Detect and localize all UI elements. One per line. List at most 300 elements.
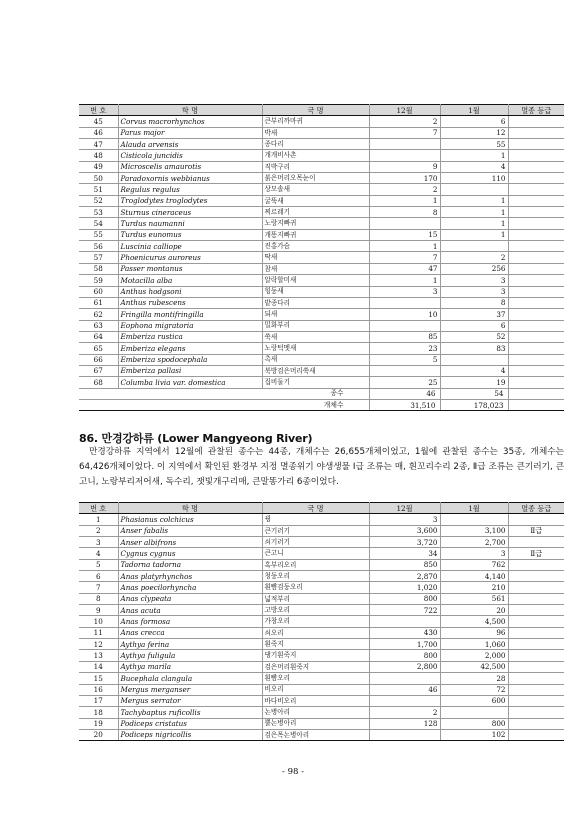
- col-header-korean-name: 국 명: [262, 105, 369, 116]
- grade-cell: [508, 661, 564, 672]
- january-count-cell: 4,140: [440, 571, 508, 582]
- january-count-cell: 4: [440, 161, 508, 172]
- december-count-cell: 3: [369, 514, 440, 525]
- january-count-cell: 1: [440, 150, 508, 161]
- number-cell: 17: [79, 695, 118, 706]
- grade-cell: [508, 377, 564, 388]
- december-count-cell: 3: [369, 286, 440, 297]
- december-count-cell: 800: [369, 593, 440, 604]
- korean-name-cell: 가창오리: [262, 616, 369, 627]
- section-paragraph: 만경강하류 지역에서 12월에 관찰된 종수는 44종, 개체수는 26,655개체이었고, 1월에 관찰된 종수는 35종, 개체수는 64,426개체이었다. 이 지역에서 확인된 환경부 지정 멸종위기 야생생물 Ⅰ급 조류는 매, 흰꼬리수리 2종, Ⅱ급 조류는 큰기러기, 큰고니, 노랑부리저어새, 독수리, 잿빛개구리매, 큰말똥가리 6종이었다.: [79, 447, 564, 488]
- december-count-cell: 170: [369, 173, 440, 184]
- table-row: [79, 241, 564, 252]
- korean-name-cell: 혹부리오리: [262, 559, 369, 570]
- table-row: [79, 571, 564, 582]
- scientific-name-cell: Emberiza elegans: [118, 343, 262, 354]
- january-count-cell: [440, 184, 508, 195]
- korean-name-cell: 검은목논병아리: [262, 729, 369, 740]
- number-cell: 1: [79, 514, 118, 525]
- january-count-cell: 3,100: [440, 525, 508, 536]
- january-count-cell: 2,000: [440, 650, 508, 661]
- korean-name-cell: 쇠오리: [262, 627, 369, 638]
- december-count-cell: 2,870: [369, 571, 440, 582]
- scientific-name-cell: Aythya marila: [118, 661, 262, 672]
- number-cell: 60: [79, 286, 118, 297]
- korean-name-cell: 노랑지빠귀: [262, 218, 369, 229]
- december-count-cell: [369, 673, 440, 684]
- number-cell: 16: [79, 684, 118, 695]
- korean-name-cell: 찌르레기: [262, 207, 369, 218]
- table-row: [79, 161, 564, 172]
- december-count-cell: 850: [369, 559, 440, 570]
- december-count-cell: 15: [369, 229, 440, 240]
- january-count-cell: 3: [440, 548, 508, 559]
- korean-name-cell: 노랑턱멧새: [262, 343, 369, 354]
- december-count-cell: [369, 616, 440, 627]
- table-row: [79, 275, 564, 286]
- number-cell: 13: [79, 650, 118, 661]
- january-count-cell: 12: [440, 127, 508, 138]
- korean-name-cell: 박새: [262, 127, 369, 138]
- table-row: [79, 582, 564, 593]
- korean-name-cell: 흰죽지: [262, 639, 369, 650]
- scientific-name-cell: Turdus eunomus: [118, 229, 262, 240]
- table-row: [79, 718, 564, 729]
- scientific-name-cell: Corvus macrorhynchos: [118, 116, 262, 127]
- table-row: [79, 229, 564, 240]
- table-row: [79, 729, 564, 740]
- january-count-cell: 762: [440, 559, 508, 570]
- korean-name-cell: 종다리: [262, 139, 369, 150]
- scientific-name-cell: Cisticola juncidis: [118, 150, 262, 161]
- december-count-cell: [369, 320, 440, 331]
- january-count-cell: 1: [440, 218, 508, 229]
- table-row: [79, 593, 564, 604]
- col-header-number: 번 호: [79, 503, 118, 514]
- december-count-cell: [369, 218, 440, 229]
- number-cell: 48: [79, 150, 118, 161]
- scientific-name-cell: Paradoxornis webbianus: [118, 173, 262, 184]
- korean-name-cell: 큰기러기: [262, 525, 369, 536]
- korean-name-cell: 집비둘기: [262, 377, 369, 388]
- number-cell: 18: [79, 707, 118, 718]
- table-row: [79, 343, 564, 354]
- number-cell: 53: [79, 207, 118, 218]
- korean-name-cell: 참새: [262, 263, 369, 274]
- korean-name-cell: 댕기흰죽지: [262, 650, 369, 661]
- number-cell: 47: [79, 139, 118, 150]
- january-count-cell: 6: [440, 116, 508, 127]
- december-count-cell: 34: [369, 548, 440, 559]
- korean-name-cell: 북방검은머리쑥새: [262, 365, 369, 376]
- december-count-cell: 2: [369, 184, 440, 195]
- scientific-name-cell: Anas poecilorhyncha: [118, 582, 262, 593]
- korean-name-cell: 개개비사촌: [262, 150, 369, 161]
- number-cell: 52: [79, 195, 118, 206]
- january-count-cell: [440, 707, 508, 718]
- grade-cell: [508, 309, 564, 320]
- december-count-cell: [369, 365, 440, 376]
- grade-cell: [508, 616, 564, 627]
- january-count-cell: 55: [440, 139, 508, 150]
- december-count-cell: 3,600: [369, 525, 440, 536]
- december-count-cell: [369, 297, 440, 308]
- scientific-name-cell: Columba livia var. domestica: [118, 377, 262, 388]
- number-cell: 5: [79, 559, 118, 570]
- december-count-cell: [369, 139, 440, 150]
- korean-name-cell: 흰뺨검둥오리: [262, 582, 369, 593]
- table-header-row: [79, 105, 564, 116]
- grade-cell: [508, 729, 564, 740]
- korean-name-cell: 꿩: [262, 514, 369, 525]
- grade-cell: [508, 639, 564, 650]
- count-total-grade: [508, 399, 564, 410]
- january-count-cell: 52: [440, 331, 508, 342]
- number-cell: 51: [79, 184, 118, 195]
- grade-cell: [508, 673, 564, 684]
- table-row: [79, 639, 564, 650]
- korean-name-cell: 상모솔새: [262, 184, 369, 195]
- table-row: [79, 525, 564, 536]
- korean-name-cell: 큰고니: [262, 548, 369, 559]
- january-count-cell: 3: [440, 275, 508, 286]
- number-cell: 61: [79, 297, 118, 308]
- december-count-cell: 722: [369, 605, 440, 616]
- table-row: [79, 616, 564, 627]
- table-row: [79, 297, 564, 308]
- number-cell: 59: [79, 275, 118, 286]
- species-total-row: [79, 388, 564, 399]
- scientific-name-cell: Troglodytes troglodytes: [118, 195, 262, 206]
- grade-cell: [508, 514, 564, 525]
- january-count-cell: [440, 354, 508, 365]
- scientific-name-cell: Alauda arvensis: [118, 139, 262, 150]
- number-cell: 10: [79, 616, 118, 627]
- count-total-row: [79, 399, 564, 410]
- january-count-cell: 1: [440, 195, 508, 206]
- scientific-name-cell: Sturnus cineraceus: [118, 207, 262, 218]
- january-count-cell: 3: [440, 286, 508, 297]
- december-count-cell: 8: [369, 207, 440, 218]
- table-row: [79, 661, 564, 672]
- december-count-cell: 47: [369, 263, 440, 274]
- korean-name-cell: 흰뺨오리: [262, 673, 369, 684]
- scientific-name-cell: Turdus naumanni: [118, 218, 262, 229]
- table-row: [79, 559, 564, 570]
- grade-cell: [508, 241, 564, 252]
- table-row: [79, 207, 564, 218]
- december-count-cell: 3,720: [369, 537, 440, 548]
- number-cell: 56: [79, 241, 118, 252]
- january-count-cell: 8: [440, 297, 508, 308]
- scientific-name-cell: Cygnus cygnus: [118, 548, 262, 559]
- grade-cell: [508, 354, 564, 365]
- table-row: [79, 309, 564, 320]
- table-row: [79, 127, 564, 138]
- january-count-cell: 28: [440, 673, 508, 684]
- scientific-name-cell: Anser albifrons: [118, 537, 262, 548]
- table-row: [79, 514, 564, 525]
- number-cell: 55: [79, 229, 118, 240]
- december-count-cell: 2: [369, 707, 440, 718]
- table-row: [79, 320, 564, 331]
- count-total-label: 개체수: [79, 399, 369, 410]
- grade-cell: [508, 116, 564, 127]
- korean-name-cell: 되새: [262, 309, 369, 320]
- december-count-cell: 2,800: [369, 661, 440, 672]
- january-count-cell: 561: [440, 593, 508, 604]
- table-row: [79, 195, 564, 206]
- december-count-cell: 1: [369, 275, 440, 286]
- december-count-cell: 2: [369, 116, 440, 127]
- table-row: [79, 150, 564, 161]
- grade-cell: Ⅱ급: [508, 548, 564, 559]
- january-count-cell: 800: [440, 718, 508, 729]
- scientific-name-cell: Aythya fuligula: [118, 650, 262, 661]
- grade-cell: [508, 343, 564, 354]
- number-cell: 20: [79, 729, 118, 740]
- table-row: [79, 650, 564, 661]
- number-cell: 19: [79, 718, 118, 729]
- number-cell: 45: [79, 116, 118, 127]
- korean-name-cell: 논병아리: [262, 707, 369, 718]
- grade-cell: [508, 650, 564, 661]
- grade-cell: [508, 320, 564, 331]
- col-header-number: 번 호: [79, 105, 118, 116]
- number-cell: 50: [79, 173, 118, 184]
- scientific-name-cell: Tachybaptus ruficollis: [118, 707, 262, 718]
- grade-cell: [508, 605, 564, 616]
- december-count-cell: [369, 729, 440, 740]
- january-count-cell: 110: [440, 173, 508, 184]
- grade-cell: [508, 207, 564, 218]
- grade-cell: [508, 275, 564, 286]
- number-cell: 67: [79, 365, 118, 376]
- korean-name-cell: 붉은머리오목눈이: [262, 173, 369, 184]
- number-cell: 49: [79, 161, 118, 172]
- grade-cell: [508, 537, 564, 548]
- scientific-name-cell: Anas acuta: [118, 605, 262, 616]
- grade-cell: [508, 297, 564, 308]
- grade-cell: [508, 365, 564, 376]
- january-count-cell: 600: [440, 695, 508, 706]
- grade-cell: [508, 331, 564, 342]
- number-cell: 66: [79, 354, 118, 365]
- species-total-label: 종수: [79, 388, 369, 399]
- scientific-name-cell: Passer montanus: [118, 263, 262, 274]
- grade-cell: [508, 229, 564, 240]
- number-cell: 6: [79, 571, 118, 582]
- table-row: [79, 377, 564, 388]
- korean-name-cell: 비오리: [262, 684, 369, 695]
- table-row: [79, 354, 564, 365]
- january-count-cell: [440, 514, 508, 525]
- scientific-name-cell: Anser fabalis: [118, 525, 262, 536]
- january-count-cell: 2,700: [440, 537, 508, 548]
- korean-name-cell: 쑥새: [262, 331, 369, 342]
- december-count-cell: 5: [369, 354, 440, 365]
- scientific-name-cell: Phasianus colchicus: [118, 514, 262, 525]
- grade-cell: [508, 263, 564, 274]
- scientific-name-cell: Eophona migratoria: [118, 320, 262, 331]
- korean-name-cell: 개똥지빠귀: [262, 229, 369, 240]
- table-row: [79, 173, 564, 184]
- number-cell: 54: [79, 218, 118, 229]
- col-header-december: 12월: [369, 503, 440, 514]
- january-count-cell: 20: [440, 605, 508, 616]
- scientific-name-cell: Fringilla montifringilla: [118, 309, 262, 320]
- number-cell: 15: [79, 673, 118, 684]
- january-count-cell: 37: [440, 309, 508, 320]
- december-count-cell: [369, 695, 440, 706]
- grade-cell: [508, 593, 564, 604]
- december-count-cell: 25: [369, 377, 440, 388]
- december-count-cell: 1,020: [369, 582, 440, 593]
- korean-name-cell: 넓적부리: [262, 593, 369, 604]
- scientific-name-cell: Microscelis amaurotis: [118, 161, 262, 172]
- scientific-name-cell: Anthus rubescens: [118, 297, 262, 308]
- scientific-name-cell: Podiceps nigricollis: [118, 729, 262, 740]
- count-total-january: 178,023: [440, 399, 508, 410]
- korean-name-cell: 쇠기러기: [262, 537, 369, 548]
- scientific-name-cell: Emberiza rustica: [118, 331, 262, 342]
- scientific-name-cell: Mergus serrator: [118, 695, 262, 706]
- table-row: [79, 707, 564, 718]
- scientific-name-cell: Anas clypeata: [118, 593, 262, 604]
- korean-name-cell: 딱새: [262, 252, 369, 263]
- scientific-name-cell: Parus major: [118, 127, 262, 138]
- korean-name-cell: 큰부리까마귀: [262, 116, 369, 127]
- january-count-cell: 210: [440, 582, 508, 593]
- section-heading: 86. 만경강하류 (Lower Mangyeong River): [79, 432, 313, 445]
- number-cell: 12: [79, 639, 118, 650]
- table-row: [79, 627, 564, 638]
- table-row: [79, 286, 564, 297]
- january-count-cell: 1: [440, 207, 508, 218]
- grade-cell: [508, 707, 564, 718]
- table-row: [79, 252, 564, 263]
- korean-name-cell: 굴뚝새: [262, 195, 369, 206]
- col-header-scientific-name: 학 명: [118, 105, 262, 116]
- grade-cell: [508, 184, 564, 195]
- december-count-cell: 85: [369, 331, 440, 342]
- lower-mangyeong-bird-table: [79, 502, 564, 741]
- scientific-name-cell: Anas crecca: [118, 627, 262, 638]
- korean-name-cell: 알락할미새: [262, 275, 369, 286]
- grade-cell: [508, 195, 564, 206]
- january-count-cell: 19: [440, 377, 508, 388]
- december-count-cell: 10: [369, 309, 440, 320]
- january-count-cell: 6: [440, 320, 508, 331]
- species-total-grade: [508, 388, 564, 399]
- table-row: [79, 139, 564, 150]
- col-header-scientific-name: 학 명: [118, 503, 262, 514]
- col-header-january: 1월: [440, 503, 508, 514]
- scientific-name-cell: Motacilla alba: [118, 275, 262, 286]
- scientific-name-cell: Phoenicurus auroreus: [118, 252, 262, 263]
- number-cell: 7: [79, 582, 118, 593]
- december-count-cell: 7: [369, 252, 440, 263]
- number-cell: 46: [79, 127, 118, 138]
- december-count-cell: 46: [369, 684, 440, 695]
- grade-cell: [508, 695, 564, 706]
- grade-cell: [508, 173, 564, 184]
- january-count-cell: 1,060: [440, 639, 508, 650]
- january-count-cell: 72: [440, 684, 508, 695]
- col-header-korean-name: 국 명: [262, 503, 369, 514]
- table-row: [79, 537, 564, 548]
- number-cell: 65: [79, 343, 118, 354]
- grade-cell: [508, 718, 564, 729]
- number-cell: 63: [79, 320, 118, 331]
- number-cell: 62: [79, 309, 118, 320]
- scientific-name-cell: Emberiza pallasi: [118, 365, 262, 376]
- january-count-cell: 42,500: [440, 661, 508, 672]
- grade-cell: [508, 571, 564, 582]
- grade-cell: [508, 139, 564, 150]
- table-row: [79, 116, 564, 127]
- korean-name-cell: 진홍가슴: [262, 241, 369, 252]
- korean-name-cell: 촉새: [262, 354, 369, 365]
- grade-cell: [508, 218, 564, 229]
- scientific-name-cell: Luscinia calliope: [118, 241, 262, 252]
- december-count-cell: 128: [369, 718, 440, 729]
- korean-name-cell: 밀화부리: [262, 320, 369, 331]
- number-cell: 57: [79, 252, 118, 263]
- december-count-cell: 23: [369, 343, 440, 354]
- january-count-cell: 4: [440, 365, 508, 376]
- scientific-name-cell: Anas platyrhynchos: [118, 571, 262, 582]
- scientific-name-cell: Podiceps cristatus: [118, 718, 262, 729]
- species-total-december: 46: [369, 388, 440, 399]
- grade-cell: [508, 559, 564, 570]
- grade-cell: Ⅱ급: [508, 525, 564, 536]
- korean-name-cell: 뿔논병아리: [262, 718, 369, 729]
- number-cell: 9: [79, 605, 118, 616]
- number-cell: 58: [79, 263, 118, 274]
- number-cell: 14: [79, 661, 118, 672]
- january-count-cell: 4,500: [440, 616, 508, 627]
- table-row: [79, 673, 564, 684]
- january-count-cell: 1: [440, 229, 508, 240]
- col-header-endangered-grade: 멸종 등급: [508, 503, 564, 514]
- table-row: [79, 605, 564, 616]
- grade-cell: [508, 627, 564, 638]
- korean-name-cell: 청둥오리: [262, 571, 369, 582]
- scientific-name-cell: Emberiza spodocephala: [118, 354, 262, 365]
- december-count-cell: 1,700: [369, 639, 440, 650]
- species-total-january: 54: [440, 388, 508, 399]
- number-cell: 4: [79, 548, 118, 559]
- scientific-name-cell: Aythya ferina: [118, 639, 262, 650]
- grade-cell: [508, 161, 564, 172]
- december-count-cell: 9: [369, 161, 440, 172]
- scientific-name-cell: Tadorna tadorna: [118, 559, 262, 570]
- number-cell: 68: [79, 377, 118, 388]
- january-count-cell: [440, 241, 508, 252]
- number-cell: 8: [79, 593, 118, 604]
- grade-cell: [508, 684, 564, 695]
- grade-cell: [508, 582, 564, 593]
- number-cell: 64: [79, 331, 118, 342]
- number-cell: 2: [79, 525, 118, 536]
- january-count-cell: 2: [440, 252, 508, 263]
- january-count-cell: 256: [440, 263, 508, 274]
- korean-name-cell: 바다비오리: [262, 695, 369, 706]
- bird-count-table-continued: [79, 104, 564, 411]
- scientific-name-cell: Anthus hodgsoni: [118, 286, 262, 297]
- table-header-row: [79, 503, 564, 514]
